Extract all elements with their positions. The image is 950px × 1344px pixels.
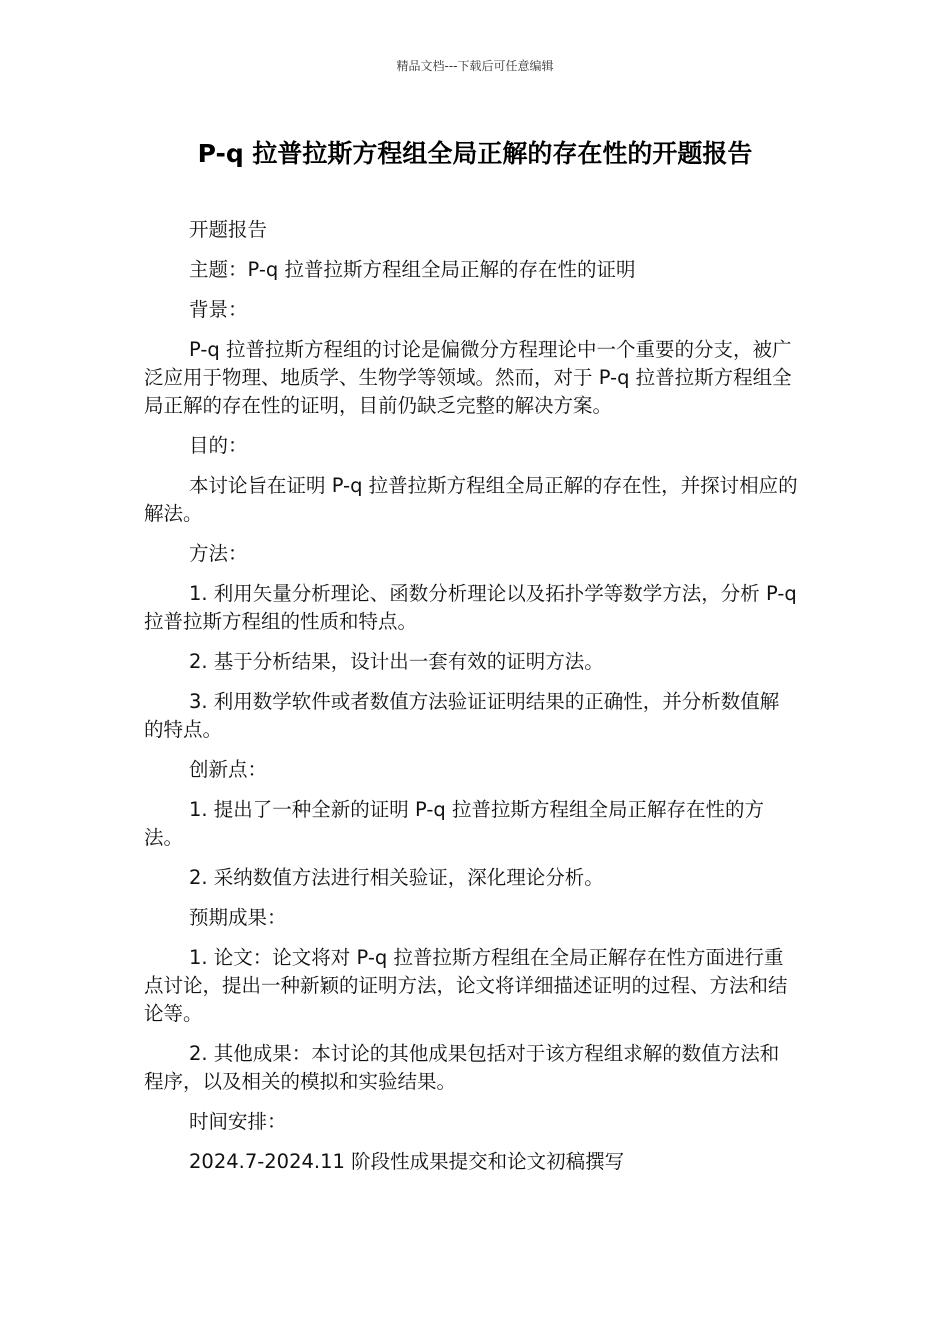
paragraph-report-label: 开题报告 (189, 218, 268, 241)
method-item-1: 1. 利用矢量分析理论、函数分析理论以及拓扑学等数学方法，分析 P-q 拉普拉斯方程组的性质和特点。 (144, 582, 797, 633)
heading-innovation: 创新点： (189, 758, 268, 781)
paragraph-purpose: 本讨论旨在证明 P-q 拉普拉斯方程组全局正解的存在性，并探讨相应的解法。 (144, 474, 798, 525)
heading-expected-results: 预期成果： (189, 906, 287, 929)
header-watermark: 精品文档---下载后可任意编辑 (396, 59, 554, 73)
result-item-2: 2. 其他成果：本讨论的其他成果包括对于该方程组求解的数值方法和程序，以及相关的模拟和实验结果。 (144, 1042, 780, 1093)
heading-method: 方法： (189, 542, 248, 565)
heading-schedule: 时间安排： (189, 1110, 287, 1133)
schedule-item-1: 2024.7-2024.11 阶段性成果提交和论文初稿撰写 (189, 1150, 625, 1173)
innovation-item-1: 1. 提出了一种全新的证明 P-q 拉普拉斯方程组全局正解存在性的方法。 (144, 798, 764, 849)
method-item-3: 3. 利用数学软件或者数值方法验证证明结果的正确性，并分析数值解的特点。 (144, 690, 780, 741)
heading-purpose: 目的： (189, 434, 248, 457)
paragraph-background: P-q 拉普拉斯方程组的讨论是偏微分方程理论中一个重要的分支，被广泛应用于物理、地质学、生物学等领域。然而，对于 P-q 拉普拉斯方程组全局正解的存在性的证明，目前仍缺乏完整的解决方案。 (144, 338, 792, 417)
innovation-item-2: 2. 采纳数值方法进行相关验证，深化理论分析。 (189, 866, 604, 889)
heading-background: 背景： (189, 298, 248, 321)
document-title: P-q 拉普拉斯方程组全局正解的存在性的开题报告 (197, 139, 753, 168)
document-body (144, 216, 798, 1188)
paragraph-topic: 主题：P-q 拉普拉斯方程组全局正解的存在性的证明 (189, 258, 636, 281)
method-item-2: 2. 基于分析结果，设计出一套有效的证明方法。 (189, 650, 604, 673)
result-item-1: 1. 论文：论文将对 P-q 拉普拉斯方程组在全局正解存在性方面进行重点讨论，提出一种新颖的证明方法，论文将详细描述证明的过程、方法和结论等。 (144, 946, 788, 1025)
